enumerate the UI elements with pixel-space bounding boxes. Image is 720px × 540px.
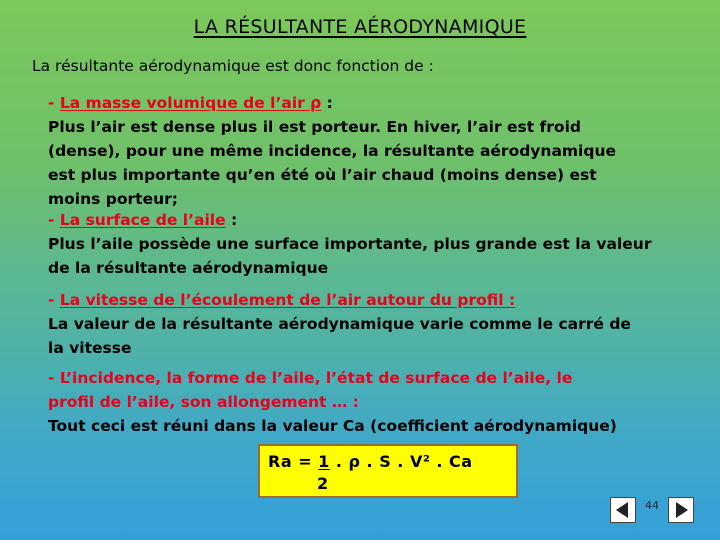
prev-slide-button[interactable] xyxy=(610,497,636,523)
item-air-density: - La masse volumique de l’air ρ : Plus l’air est dense plus il est porteur. En hiver, l’air est froid (dense), pour une même incidence, la résultante aérodynamique est plus importante qu’en été où l’air chaud (moins dense) est moins porteur; xyxy=(48,94,617,208)
page-number: 44 xyxy=(645,499,659,512)
item-heading: La vitesse de l’écoulement de l’air autour du profil : xyxy=(59,291,516,309)
formula-lhs: Ra = xyxy=(268,452,319,471)
triangle-left-icon xyxy=(611,498,635,522)
formula-denominator: 2 xyxy=(317,474,329,493)
triangle-right-icon xyxy=(669,498,693,522)
item-incidence: - L’incidence, la forme de l’aile, l’état de surface de l’aile, le profil de l’aile, son allongement … : Tout ceci est réuni dans la valeur Ca (coefficient aérodynamique) xyxy=(48,366,617,438)
formula-rhs: . ρ . S . V² . Ca xyxy=(329,452,473,471)
intro-text: La résultante aérodynamique est donc fonction de : xyxy=(32,57,434,75)
item-heading: La masse volumique de l’air ρ xyxy=(59,94,322,112)
page-title: LA RÉSULTANTE AÉRODYNAMIQUE xyxy=(193,16,527,38)
item-heading: La surface de l’aile xyxy=(59,211,226,229)
formula-numerator: 1 xyxy=(318,452,330,471)
item-wing-surface: - La surface de l’aile : Plus l’aile possède une surface importante, plus grande est la valeur de la résultante aérodynamique xyxy=(48,211,652,277)
formula-box xyxy=(258,444,518,498)
next-slide-button[interactable] xyxy=(668,497,694,523)
item-air-speed: - La vitesse de l’écoulement de l’air autour du profil : La valeur de la résultante aérodynamique varie comme le carré de la vitesse xyxy=(48,291,631,357)
item-heading: - L’incidence, la forme de l’aile, l’état de surface de l’aile, le xyxy=(48,369,573,387)
